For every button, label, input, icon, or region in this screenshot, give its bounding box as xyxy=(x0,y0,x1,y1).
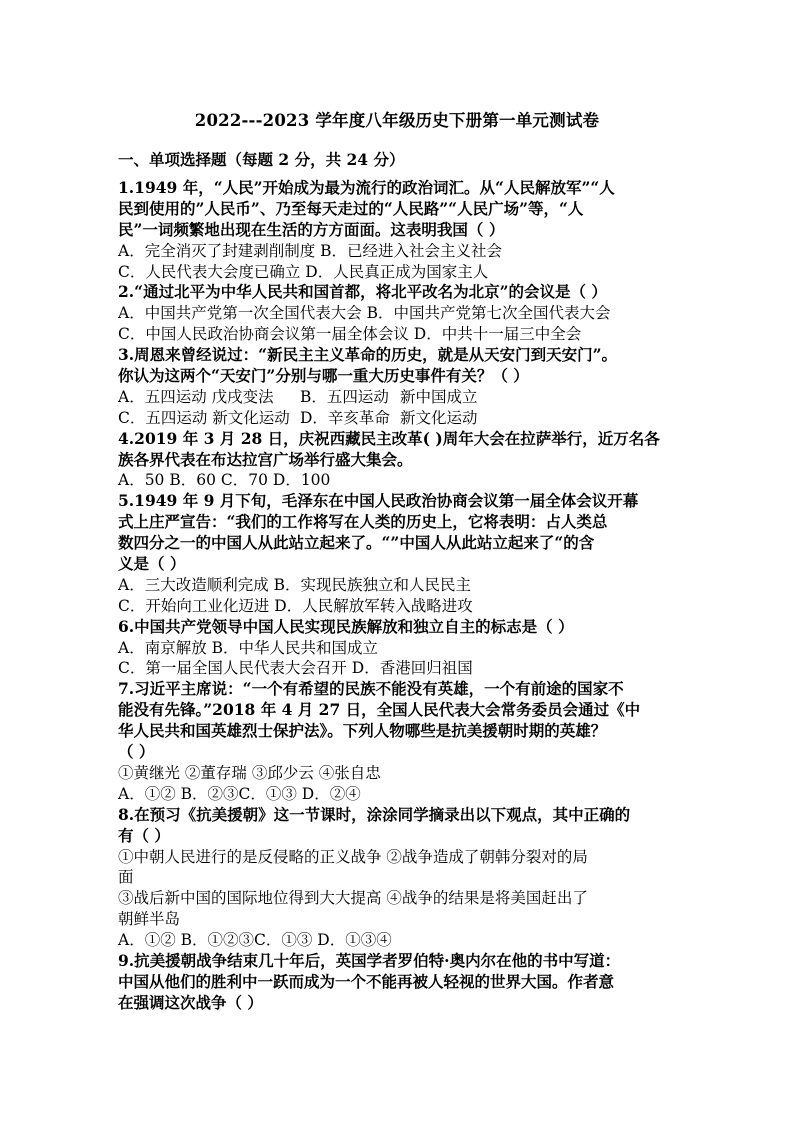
q2-options: C．中国人民政治协商会议第一届全体会议 D．中共十一届三中全会 xyxy=(118,325,582,344)
q3-option-d: D．辛亥革命 xyxy=(300,408,390,427)
q5-stem-line: 义是（ ） xyxy=(118,554,186,574)
q1-stem-line: 民到使用的”人民币”、乃至每天走过的“人民路”“人民广场”等，“人 xyxy=(118,198,584,218)
q7-options: A．①② B．②③C．①③ D．②④ xyxy=(118,784,361,803)
q8-item-line: ①中朝人民进行的是反侵略的正义战争 ②战争造成了朝韩分裂对的局 xyxy=(118,847,588,866)
q5-stem-line: 5.1949 年 9 月下旬，毛泽东在中国人民政治协商会议第一届全体会议开幕 xyxy=(118,491,639,511)
q4-stem-line: 族各界代表在布达拉宫广场举行盛大集会。 xyxy=(118,449,413,469)
q4-options: A．50 B．60 C．70 D．100 xyxy=(118,471,331,490)
q2-stem-line: 2.“通过北平为中华人民共和国首都，将北平改名为北京”的会议是（ ） xyxy=(118,282,607,302)
q9-stem-line: 9.抗美援朝战争结束几十年后，英国学者罗伯特·奥内尔在他的书中写道： xyxy=(118,950,621,970)
q3-option-c: C．五四运动 新文化运动 xyxy=(118,408,290,427)
q8-item-line: 朝鲜半岛 xyxy=(118,910,181,929)
q7-stem-line: 华人民共和国英雄烈士保护法》。下列人物哪些是抗美援朝时期的英雄？ xyxy=(118,721,607,741)
q7-stem-line: 7.习近平主席说：“一个有希望的民族不能没有英雄，一个有前途的国家不 xyxy=(118,679,624,699)
q3-option-b: B．五四运动 xyxy=(300,387,389,406)
q8-item-line: ③战后新中国的国际地位得到大大提高 ④战争的结果是将美国赶出了 xyxy=(118,889,588,908)
q7-stem-line: 能没有先锋。”2018 年 4 月 27 日，全国人民代表大会常务委员会通过《中 xyxy=(118,700,641,720)
q3-option-b-event: 新中国成立 xyxy=(400,387,478,406)
q6-stem-line: 6.中国共产党领导中国人民实现民族解放和独立自主的标志是（ ） xyxy=(118,616,574,636)
q3-option-d-event: 新文化运动 xyxy=(400,408,478,427)
q3-options-cd xyxy=(118,408,688,429)
q5-stem-line: 数四分之一的中国人从此站立起来了。“”中国人从此站立起来了“的含 xyxy=(118,533,595,553)
q5-options: C．开始向工业化迈进 D．人民解放军转入战略进攻 xyxy=(118,596,473,615)
q7-items: ①黄继光 ②董存瑞 ③邱少云 ④张自忠 xyxy=(118,763,381,782)
q5-options: A．三大改造顺利完成 B．实现民族独立和人民民主 xyxy=(118,575,472,594)
q3-stem-line: 你认为这两个“天安门”分别与哪一重大历史事件有关？（ ） xyxy=(118,366,529,386)
section-heading: 一、单项选择题（每题 2 分，共 24 分） xyxy=(118,150,405,169)
q6-options: A．南京解放 B．中华人民共和国成立 xyxy=(118,638,379,657)
q1-options: A．完全消灭了封建剥削制度 B．已经进入社会主义社会 xyxy=(118,241,503,260)
q1-stem-line: 1.1949 年，“人民”开始成为最为流行的政治词汇。从“人民解放军”“人 xyxy=(118,178,615,197)
q1-stem-line: 民”一词频繁地出现在生活的方方面面。这表明我国（ ） xyxy=(118,219,505,239)
q8-stem-line: 有（ ） xyxy=(118,825,170,845)
q3-options-ab xyxy=(118,387,688,408)
question-list xyxy=(118,178,688,1014)
q6-options: C．第一届全国人民代表大会召开 D．香港回归祖国 xyxy=(118,659,473,678)
q8-options: A．①② B．①②③C．①③ D．①③④ xyxy=(118,931,392,950)
q3-stem-line: 3.周恩来曾经说过：“新民主主义革命的历史，就是从天安门到天安门”。 xyxy=(118,345,618,365)
q8-stem-line: 8.在预习《抗美援朝》这一节课时，涂涂同学摘录出以下观点，其中正确的 xyxy=(118,804,631,824)
q9-stem-line: 中国从他们的胜利中一跃而成为一个不能再被人轻视的世界大国。作者意 xyxy=(118,971,615,991)
q5-stem-line: 式上庄严宣告：“我们的工作将写在人类的历史上，它将表明：占人类总 xyxy=(118,512,608,532)
q4-stem-line: 4.2019 年 3 月 28 日，庆祝西藏民主改革( )周年大会在拉萨举行，近万名各 xyxy=(118,428,660,448)
q9-stem-line: 在强调这次战争（ ） xyxy=(118,992,263,1012)
q2-options: A．中国共产党第一次全国代表大会 B．中国共产党第七次全国代表大会 xyxy=(118,304,611,323)
q7-stem-line: （ ） xyxy=(118,742,155,762)
exam-title: 2022---2023 学年度八年级历史下册第一单元测试卷 xyxy=(194,111,600,130)
q3-option-a: A．五四运动 戊戌变法 xyxy=(118,387,274,406)
q1-options: C．人民代表大会度已确立 D．人民真正成为国家主人 xyxy=(118,262,489,281)
q8-item-line: 面 xyxy=(118,868,134,887)
